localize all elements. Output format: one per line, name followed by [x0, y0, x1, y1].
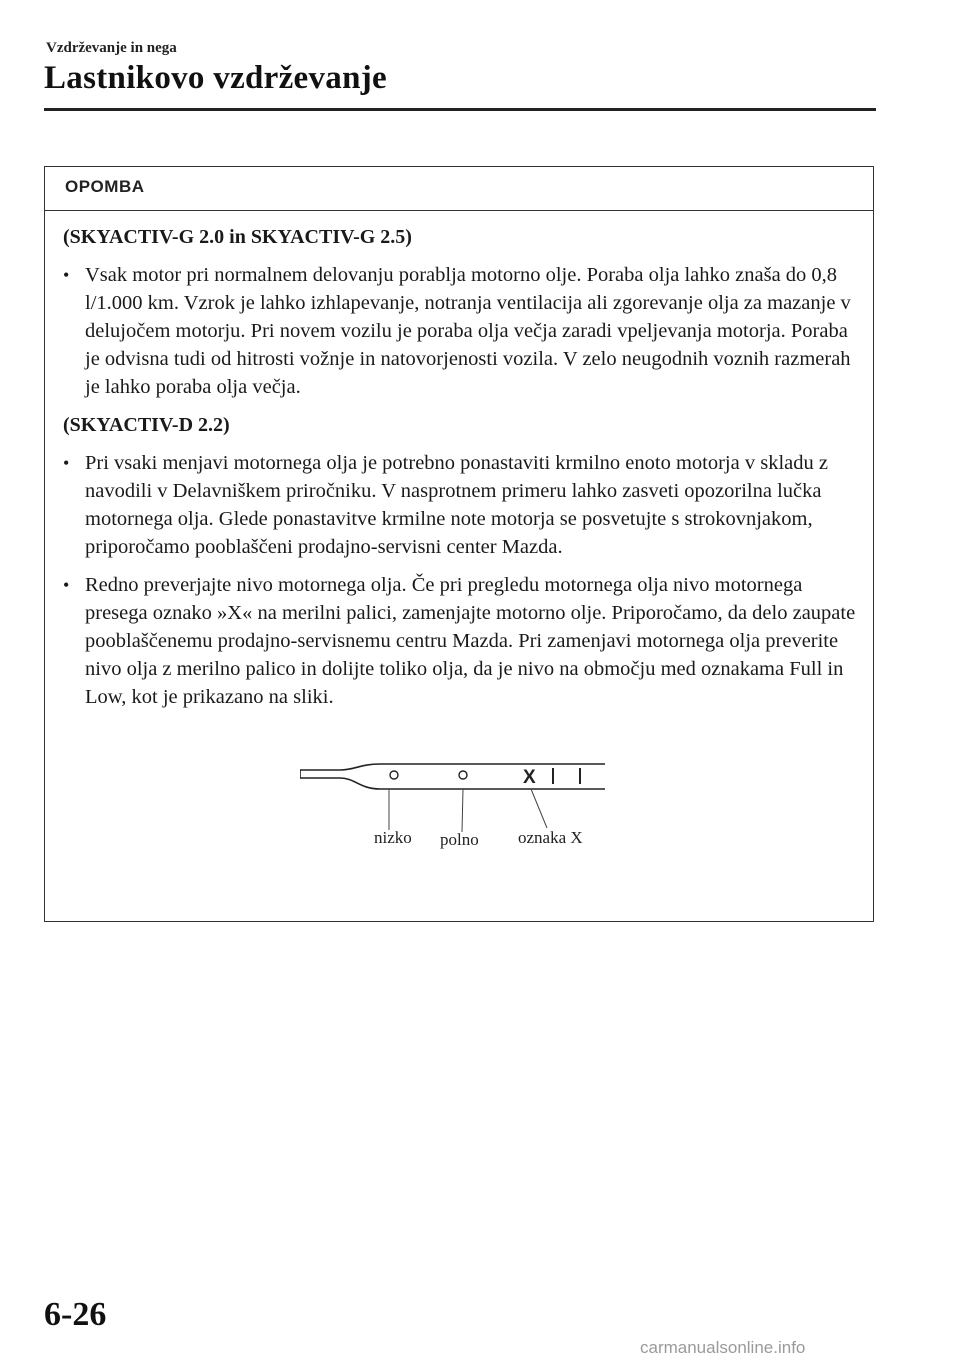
bullet-icon: • [63, 453, 70, 473]
bullet-item [63, 261, 857, 401]
label-x-mark: oznaka X [518, 828, 583, 847]
page-number: 6-26 [44, 1296, 107, 1333]
dipstick-diagram [300, 758, 610, 858]
note-heading: OPOMBA [45, 167, 873, 211]
label-low: nizko [374, 828, 412, 847]
watermark: carmanualsonline.info [640, 1338, 806, 1357]
bullet-text: Pri vsaki menjavi motornega olja je potrebno ponastaviti krmilno enoto motorja v skladu z navodili v Delavniškem priročniku. V nasprotnem primeru lahko zasveti opozorilna lučka motornega olja. Glede ponastavitve krmilne note motorja se posvetujte s strokovnjakom, priporočamo pooblaščeni prodajno-servisni center Mazda. [85, 452, 828, 558]
section-label: Vzdrževanje in nega [46, 40, 177, 56]
x-mark-glyph: X [523, 767, 536, 788]
note-body [45, 211, 873, 711]
page-title: Lastnikovo vzdrževanje [44, 60, 387, 96]
bullet-item [63, 449, 857, 561]
bullet-icon: • [63, 265, 70, 285]
title-divider [44, 108, 876, 111]
bullet-text: Vsak motor pri normalnem delovanju porablja motorno olje. Poraba olja lahko znaša do 0,8 l/1.000 km. Vzrok je lahko izhlapevanje, notranja ventilacija ali zgorevanje olja za mazanje v delujočem motorju. Pri novem vozilu je poraba olja večja zaradi vpeljevanja motorja. Poraba je odvisna tudi od hitrosti vožnje in natovorjenosti vozila. V zelo neugodnih voznih razmerah je lahko poraba olja večja. [85, 264, 851, 398]
label-full: polno [440, 830, 479, 849]
bullet-text: Redno preverjajte nivo motornega olja. Če pri pregledu motornega olja nivo motornega presega oznako »X« na merilni palici, zamenjajte motorno olje. Priporočamo, da delo zaupate pooblaščenemu prodajno-servisnemu centru Mazda. Pri zamenjavi motornega olja preverite nivo olja z merilno palico in dolijte toliko olja, da je nivo na območju med oznakama Full in Low, kot je prikazano na sliki. [85, 574, 856, 708]
engine-subhead-diesel: (SKYACTIV-D 2.2) [63, 414, 230, 436]
engine-subhead-petrol: (SKYACTIV-G 2.0 in SKYACTIV-G 2.5) [63, 226, 412, 248]
bullet-icon: • [63, 575, 70, 595]
bullet-item [63, 571, 857, 711]
